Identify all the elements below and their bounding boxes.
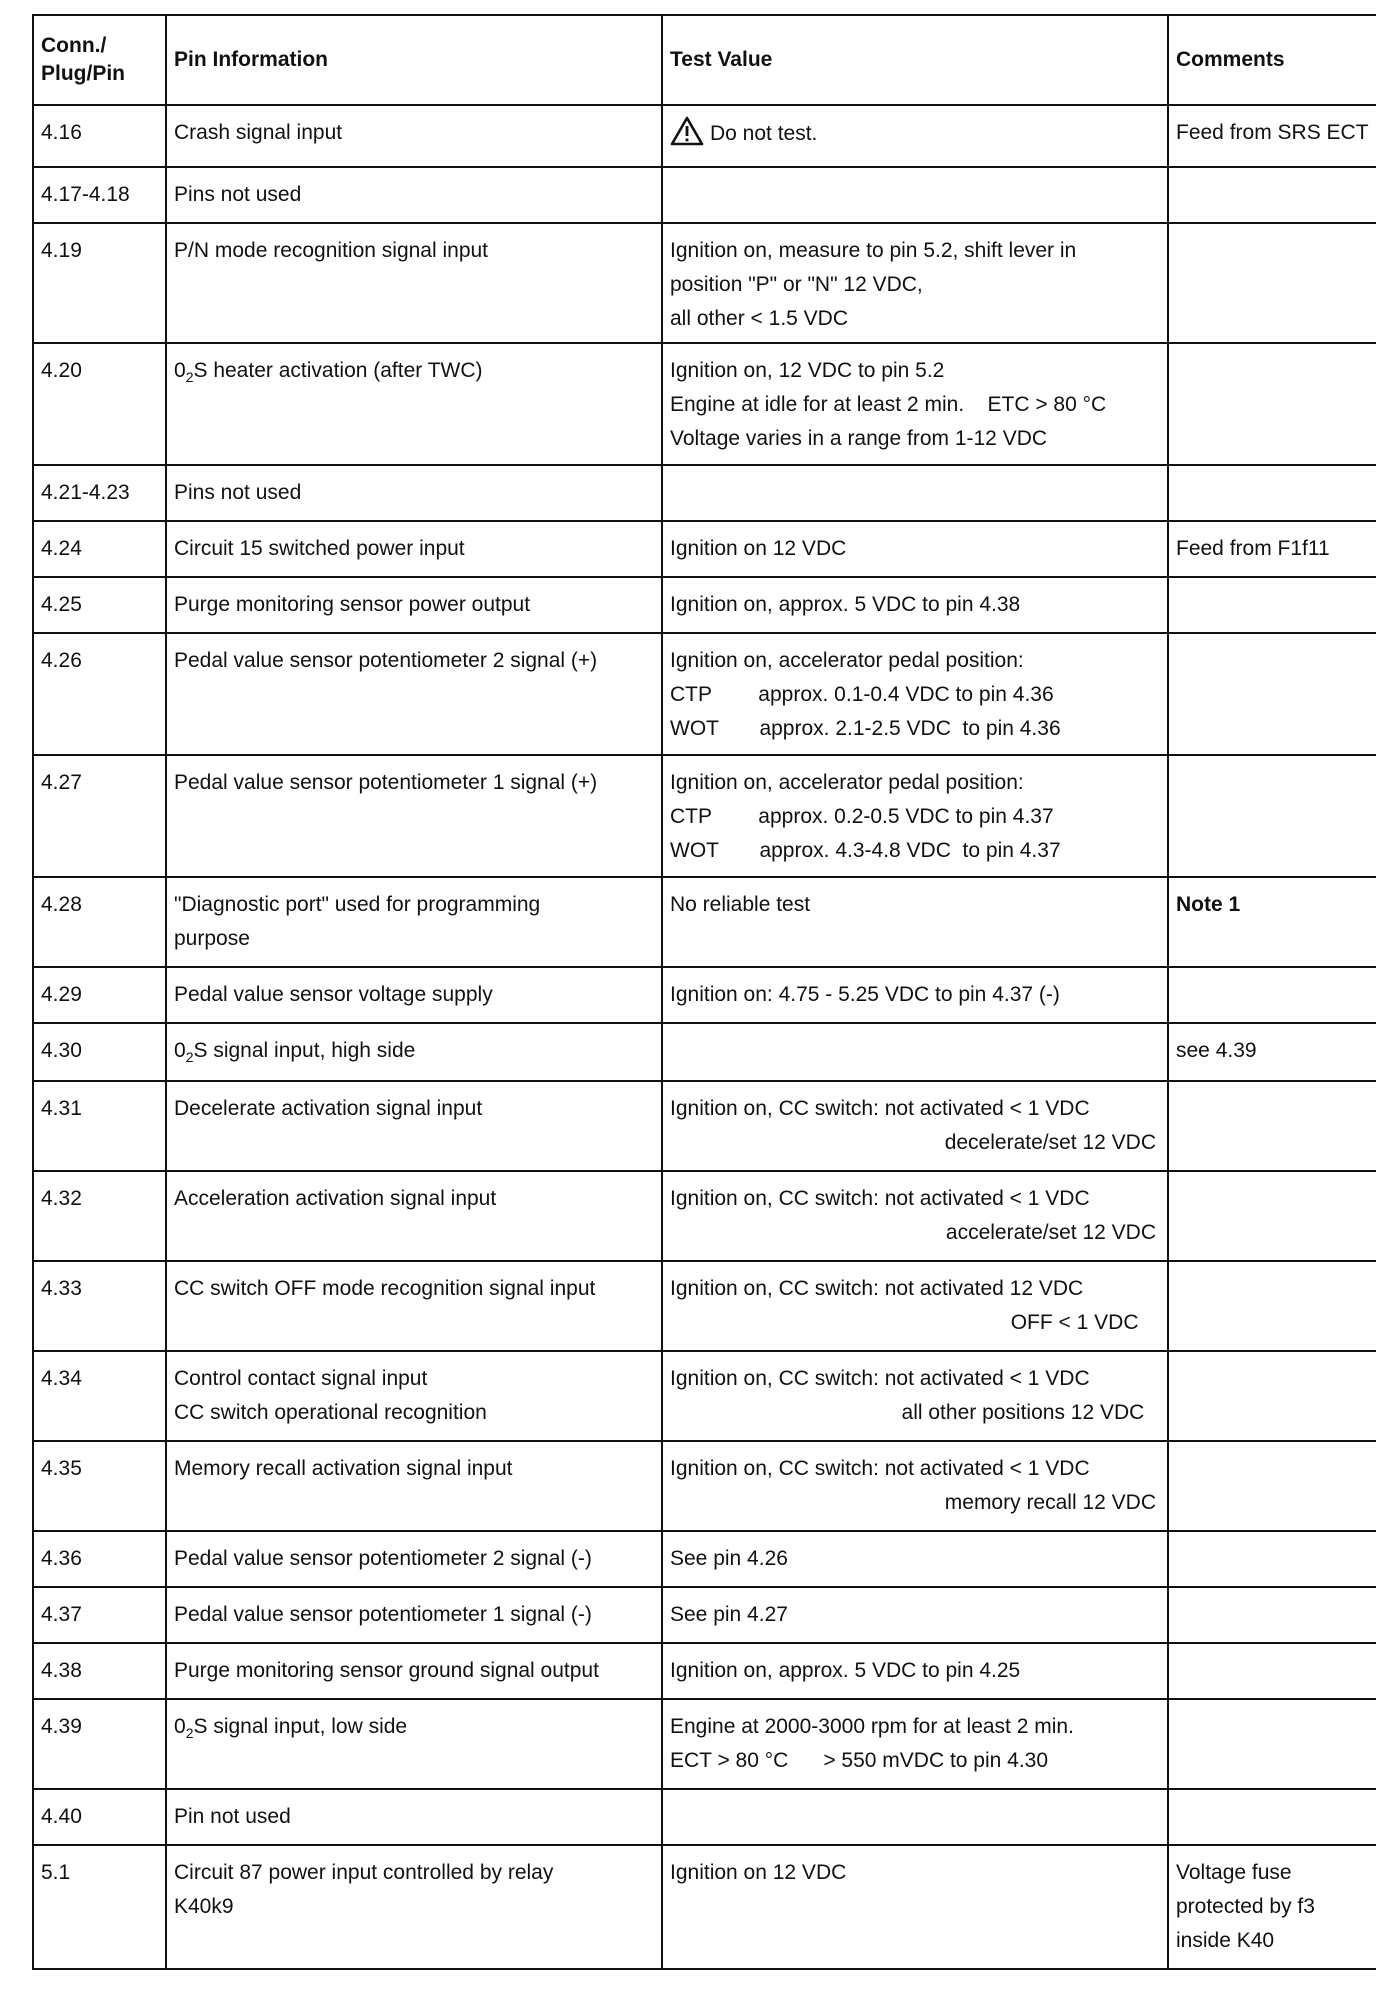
pin-information-line: Pedal value sensor voltage supply <box>174 983 493 1006</box>
test-value-line: WOT approx. 4.3-4.8 VDC to pin 4.37 <box>670 839 1061 862</box>
pin-information-cell <box>166 1845 662 1969</box>
test-value-line <box>670 116 1160 151</box>
test-value-line: Ignition on, accelerator pedal position: <box>670 771 1024 794</box>
pin-information-cell <box>166 1789 662 1845</box>
pin-number-cell: 4.20 <box>33 343 166 465</box>
test-value-line: CTP approx. 0.2-0.5 VDC to pin 4.37 <box>670 805 1054 828</box>
test-value-line: Engine at idle for at least 2 min. ETC > 80 °C <box>670 393 1107 416</box>
pin-number-cell: 4.34 <box>33 1351 166 1441</box>
pin-information-cell <box>166 1081 662 1171</box>
test-value-cell <box>662 1351 1168 1441</box>
pin-information-cell <box>166 877 662 967</box>
test-value-cell <box>662 465 1168 521</box>
pin-number-cell: 4.31 <box>33 1081 166 1171</box>
test-value-cell <box>662 633 1168 755</box>
table-row <box>33 755 1376 877</box>
pin-information-cell <box>166 633 662 755</box>
pin-number-cell: 4.36 <box>33 1531 166 1587</box>
table-row <box>33 167 1376 223</box>
pin-number-cell: 4.21-4.23 <box>33 465 166 521</box>
test-value-cell <box>662 1023 1168 1081</box>
comments-cell <box>1168 521 1376 577</box>
table-row <box>33 521 1376 577</box>
header-test-value: Test Value <box>662 15 1168 105</box>
pin-information-line: Pins not used <box>174 481 302 504</box>
header-conn-label: Conn./ Plug/Pin <box>41 34 125 85</box>
table-row <box>33 223 1376 343</box>
comment-line: see 4.39 <box>1176 1039 1257 1062</box>
pin-information-cell <box>166 1351 662 1441</box>
warning-triangle-icon <box>670 116 704 146</box>
comments-cell <box>1168 343 1376 465</box>
table-row <box>33 1531 1376 1587</box>
comments-cell <box>1168 105 1376 167</box>
comments-cell <box>1168 1789 1376 1845</box>
test-value-cell <box>662 1643 1168 1699</box>
test-value-cell <box>662 343 1168 465</box>
comments-cell <box>1168 465 1376 521</box>
pin-information-cell <box>166 343 662 465</box>
test-value-cell <box>662 1587 1168 1643</box>
test-value-cell <box>662 1171 1168 1261</box>
test-value-cell <box>662 577 1168 633</box>
table-row <box>33 1261 1376 1351</box>
pin-information-line: Purge monitoring sensor power output <box>174 593 531 616</box>
test-value-line: Ignition on, CC switch: not activated < 1 VDC <box>670 1097 1090 1121</box>
comment-line: Feed from F1f11 <box>1176 537 1330 560</box>
table-row <box>33 1643 1376 1699</box>
pin-information-line: CC switch OFF mode recognition signal input <box>174 1277 596 1301</box>
pin-information-line: Purge monitoring sensor ground signal output <box>174 1659 599 1683</box>
pin-number-cell: 4.30 <box>33 1023 166 1081</box>
table-row <box>33 1081 1376 1171</box>
pin-information-line: "Diagnostic port" used for programming <box>174 893 541 916</box>
comments-cell <box>1168 755 1376 877</box>
comment-line: inside K40 <box>1176 1929 1275 1953</box>
test-value-text: Do not test. <box>710 122 818 145</box>
table-row <box>33 877 1376 967</box>
pin-information-line: Circuit 15 switched power input <box>174 537 465 560</box>
test-value-line: Ignition on 12 VDC <box>670 537 847 560</box>
pin-information-cell <box>166 1261 662 1351</box>
pin-information-line: $0_2S$ signal input, high side <box>174 1039 416 1066</box>
test-value-line: Ignition on, measure to pin 5.2, shift lever in <box>670 239 1077 262</box>
pin-number-cell: 4.25 <box>33 577 166 633</box>
table-row <box>33 1845 1376 1969</box>
pin-number-cell: 4.26 <box>33 633 166 755</box>
header-conn-plug-pin <box>33 15 166 105</box>
pin-information-cell <box>166 1643 662 1699</box>
table-row <box>33 343 1376 465</box>
pin-number-cell: 4.38 <box>33 1643 166 1699</box>
test-value-line: See pin 4.26 <box>670 1547 788 1571</box>
pin-information-line: Crash signal input <box>174 121 343 144</box>
pin-information-cell <box>166 521 662 577</box>
pin-information-cell <box>166 755 662 877</box>
test-value-line: ECT > 80 °C > 550 mVDC to pin 4.30 <box>670 1749 1049 1773</box>
test-value-line: position "P" or "N" 12 VDC, <box>670 273 923 296</box>
comments-cell <box>1168 1081 1376 1171</box>
comments-cell <box>1168 877 1376 967</box>
pin-information-cell <box>166 577 662 633</box>
test-value-cell <box>662 967 1168 1023</box>
table-row <box>33 105 1376 167</box>
comments-cell <box>1168 1261 1376 1351</box>
comments-cell <box>1168 577 1376 633</box>
pin-number-cell: 4.27 <box>33 755 166 877</box>
pin-information-line: P/N mode recognition signal input <box>174 239 489 262</box>
test-value-cell <box>662 1081 1168 1171</box>
test-value-line: Ignition on, CC switch: not activated 12 VDC <box>670 1277 1084 1301</box>
pin-table-sheet <box>32 14 1369 1970</box>
pin-information-line: $0_2S$ signal input, low side <box>174 1715 408 1742</box>
pin-number-cell: 4.16 <box>33 105 166 167</box>
test-value-line: Ignition on, CC switch: not activated < 1 VDC <box>670 1187 1090 1211</box>
test-value-line: Ignition on, approx. 5 VDC to pin 4.38 <box>670 593 1021 616</box>
test-value-cell <box>662 1261 1168 1351</box>
test-value-cell <box>662 877 1168 967</box>
test-value-line: Voltage varies in a range from 1-12 VDC <box>670 427 1048 450</box>
comments-cell <box>1168 633 1376 755</box>
pin-information-cell <box>166 1023 662 1081</box>
table-row <box>33 967 1376 1023</box>
pin-number-cell: 4.19 <box>33 223 166 343</box>
test-value-line: Ignition on 12 VDC <box>670 1861 847 1885</box>
comment-line: Note 1 <box>1176 893 1241 916</box>
test-value-line: Ignition on, approx. 5 VDC to pin 4.25 <box>670 1659 1021 1683</box>
pin-information-cell <box>166 967 662 1023</box>
pin-information-cell <box>166 1441 662 1531</box>
test-value-cell <box>662 1789 1168 1845</box>
table-header-row <box>33 15 1376 105</box>
test-value-line: all other < 1.5 VDC <box>670 307 849 330</box>
pin-information-line: Pedal value sensor potentiometer 1 signal (+) <box>174 771 598 794</box>
table-row <box>33 1699 1376 1789</box>
pin-information-cell <box>166 105 662 167</box>
pin-number-cell: 4.17-4.18 <box>33 167 166 223</box>
test-value-line: CTP approx. 0.1-0.4 VDC to pin 4.36 <box>670 683 1054 706</box>
pin-information-line: $0_2S$ heater activation (after TWC) <box>174 359 483 386</box>
pin-information-line: CC switch operational recognition <box>174 1401 487 1425</box>
pin-number-cell: 4.39 <box>33 1699 166 1789</box>
table-row <box>33 1171 1376 1261</box>
comment-line: protected by f3 <box>1176 1895 1315 1919</box>
table-row <box>33 1441 1376 1531</box>
test-value-cell <box>662 223 1168 343</box>
table-body <box>33 105 1376 1969</box>
test-value-line: Ignition on, accelerator pedal position: <box>670 649 1024 672</box>
test-value-line: Ignition on, CC switch: not activated < 1 VDC <box>670 1457 1090 1481</box>
pin-information-cell <box>166 465 662 521</box>
test-value-line: WOT approx. 2.1-2.5 VDC to pin 4.36 <box>670 717 1061 740</box>
comment-line: Voltage fuse <box>1176 1861 1292 1885</box>
test-value-cell <box>662 167 1168 223</box>
pin-information-line: Circuit 87 power input controlled by relay <box>174 1861 554 1885</box>
test-value-cell <box>662 1845 1168 1969</box>
pin-information-cell <box>166 1699 662 1789</box>
comments-cell <box>1168 1699 1376 1789</box>
test-value-right-line: decelerate/set 12 VDC <box>944 1131 1156 1155</box>
test-value-right-line: all other positions 12 VDC <box>901 1401 1156 1425</box>
test-value-line: Ignition on, CC switch: not activated < 1 VDC <box>670 1367 1090 1391</box>
pin-information-line: Acceleration activation signal input <box>174 1187 497 1211</box>
test-value-line: See pin 4.27 <box>670 1603 788 1627</box>
pin-information-table <box>32 14 1376 1970</box>
pin-information-line: Pedal value sensor potentiometer 2 signal (+) <box>174 649 598 672</box>
pin-number-cell: 4.24 <box>33 521 166 577</box>
pin-information-cell <box>166 1531 662 1587</box>
table-row <box>33 1351 1376 1441</box>
comments-cell <box>1168 1023 1376 1081</box>
pin-information-line: Pedal value sensor potentiometer 1 signal (-) <box>174 1603 592 1627</box>
test-value-cell <box>662 755 1168 877</box>
test-value-cell <box>662 1699 1168 1789</box>
comments-cell <box>1168 1587 1376 1643</box>
table-row <box>33 465 1376 521</box>
pin-information-line: Pin not used <box>174 1805 291 1829</box>
comments-cell <box>1168 1643 1376 1699</box>
pin-information-line: Pedal value sensor potentiometer 2 signal (-) <box>174 1547 592 1571</box>
pin-number-cell: 4.32 <box>33 1171 166 1261</box>
pin-number-cell: 4.37 <box>33 1587 166 1643</box>
pin-information-cell <box>166 167 662 223</box>
comments-cell <box>1168 1351 1376 1441</box>
pin-number-cell: 4.28 <box>33 877 166 967</box>
pin-information-cell <box>166 1587 662 1643</box>
test-value-line: Ignition on, 12 VDC to pin 5.2 <box>670 359 945 382</box>
comments-cell <box>1168 1531 1376 1587</box>
table-row <box>33 1789 1376 1845</box>
pin-information-line: K40k9 <box>174 1895 234 1919</box>
test-value-right-line: OFF < 1 VDC <box>1010 1311 1156 1335</box>
table-row <box>33 1587 1376 1643</box>
pin-information-line: Decelerate activation signal input <box>174 1097 483 1121</box>
test-value-line: Ignition on: 4.75 - 5.25 VDC to pin 4.37 (-) <box>670 983 1060 1006</box>
pin-number-cell: 4.29 <box>33 967 166 1023</box>
header-comments: Comments <box>1168 15 1376 105</box>
test-value-right-line: accelerate/set 12 VDC <box>945 1221 1156 1245</box>
test-value-cell <box>662 1441 1168 1531</box>
pin-number-cell: 4.40 <box>33 1789 166 1845</box>
pin-information-cell <box>166 1171 662 1261</box>
pin-number-cell: 5.1 <box>33 1845 166 1969</box>
pin-number-cell: 4.35 <box>33 1441 166 1531</box>
table-row <box>33 577 1376 633</box>
pin-number-cell: 4.33 <box>33 1261 166 1351</box>
test-value-cell <box>662 1531 1168 1587</box>
table-row <box>33 1023 1376 1081</box>
test-value-line: Engine at 2000-3000 rpm for at least 2 min. <box>670 1715 1074 1739</box>
comments-cell <box>1168 223 1376 343</box>
pin-information-line: purpose <box>174 927 250 950</box>
table-row <box>33 633 1376 755</box>
pin-information-cell <box>166 223 662 343</box>
header-pin-information: Pin Information <box>166 15 662 105</box>
test-value-right-line: memory recall 12 VDC <box>944 1491 1156 1515</box>
pin-information-line: Control contact signal input <box>174 1367 428 1391</box>
pin-information-line: Memory recall activation signal input <box>174 1457 513 1481</box>
comments-cell <box>1168 167 1376 223</box>
test-value-cell <box>662 521 1168 577</box>
comments-cell <box>1168 1171 1376 1261</box>
comments-cell <box>1168 1845 1376 1969</box>
pin-information-line: Pins not used <box>174 183 302 206</box>
test-value-cell <box>662 105 1168 167</box>
test-value-line: No reliable test <box>670 893 811 916</box>
comment-line: Feed from SRS ECT <box>1176 121 1369 144</box>
comments-cell <box>1168 1441 1376 1531</box>
comments-cell <box>1168 967 1376 1023</box>
